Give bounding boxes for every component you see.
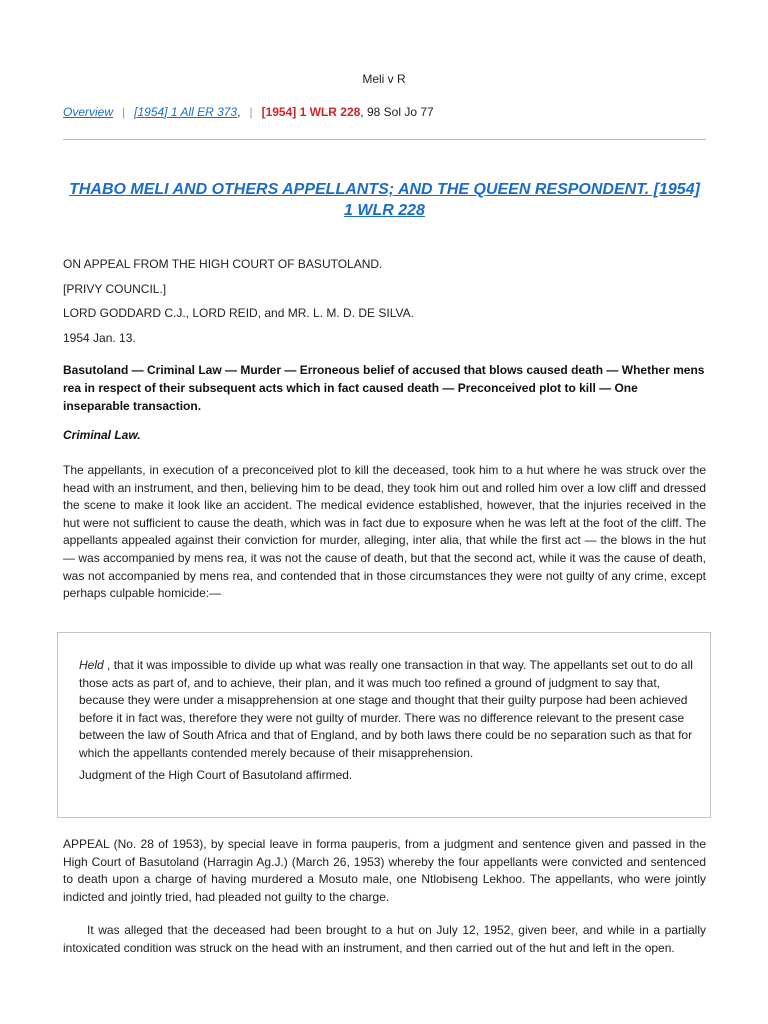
held-paragraph xyxy=(79,657,693,763)
tribunal-line: [PRIVY COUNCIL.] xyxy=(63,282,167,296)
sol-jo-citation: , 98 Sol Jo 77 xyxy=(360,105,434,119)
appeal-paragraph: APPEAL (No. 28 of 1953), by special leave in forma pauperis, from a judgment and sentence given and passed in the High Court of Basutoland (Harragin Ag.J.) (March 26, 1953) whereby the four appellants were convicted and sentenced to death upon a charge of having murdered a Mosuto male, one Ntlobiseng Lekhoo. The appellants, who were jointly indicted and jointly tried, had pleaded not guilty to the charge. xyxy=(63,837,706,904)
held-result: Judgment of the High Court of Basutoland affirmed. xyxy=(79,768,353,782)
citation-nav xyxy=(63,105,434,119)
held-text: , that it was impossible to divide up what was really one transaction in that way. The appellants set out to do all those acts as part of, and to achieve, their plan, and it was much too refined a ground of judgment to say that, because they were under a misapprehension at one stage and thought that their guilty purpose had been achieved before it in fact was, therefore they were not guilty of murder. There was no difference relevant to the present case between the law of South Africa and that of England, and by both laws there could be no separation such as that for which the appellants contended merely because of their misapprehension. xyxy=(79,658,693,760)
facts-paragraph: It was alleged that the deceased had been brought to a hut on July 12, 1952, given beer, and while in a partially intoxicated condition was struck on the head with an instrument, and then carried out of the hut and left in the open. xyxy=(63,923,706,955)
nav-separator: | xyxy=(249,105,253,119)
held-label: Held xyxy=(79,658,104,672)
judges-line: LORD GODDARD C.J., LORD REID, and MR. L. M. D. DE SILVA. xyxy=(63,306,414,320)
case-heading-link[interactable]: THABO MELI AND OTHERS APPELLANTS; AND THE QUEEN RESPONDENT. [1954] 1 WLR 228 xyxy=(69,181,700,219)
nav-separator: | xyxy=(122,105,126,119)
nav-comma: , xyxy=(237,105,241,119)
date-line: 1954 Jan. 13. xyxy=(63,331,136,345)
headnote-paragraph: The appellants, in execution of a preconceived plot to kill the deceased, took him to a hut where he was struck over the head with an instrument, and then, believing him to be dead, they took him out and rolled him over a low cliff and dressed the scene to make it look like an accident. The medical evidence established, however, that the injuries received in the hut were not sufficient to cause the death, which was in fact due to exposure when he was left at the foot of the cliff. The appellants appealed against their conviction for murder, alleging, inter alia, that while the first act — the blows in the hut — was accompanied by mens rea, it was not the cause of death, but that the second act, while it was the cause of death, was not accompanied by mens rea, and contended that in those circumstances they were not guilty of any crime, except perhaps culpable homicide:— xyxy=(63,463,706,601)
held-box xyxy=(57,632,711,818)
subject-heading: Criminal Law. xyxy=(63,428,141,442)
overview-link[interactable]: Overview xyxy=(63,105,114,119)
wlr-citation-current: [1954] 1 WLR 228 xyxy=(261,105,361,119)
header-divider xyxy=(63,139,706,140)
catchwords: Basutoland — Criminal Law — Murder — Erroneous belief of accused that blows caused death — Whether mens rea in respect of their subsequent acts which in fact caused death — Preconceived plot to kill — One inseparable transaction. xyxy=(63,363,705,413)
document-short-title: Meli v R xyxy=(362,72,406,86)
court-line: ON APPEAL FROM THE HIGH COURT OF BASUTOLAND. xyxy=(63,257,383,271)
all-er-citation-link[interactable]: [1954] 1 All ER 373 xyxy=(134,105,238,119)
